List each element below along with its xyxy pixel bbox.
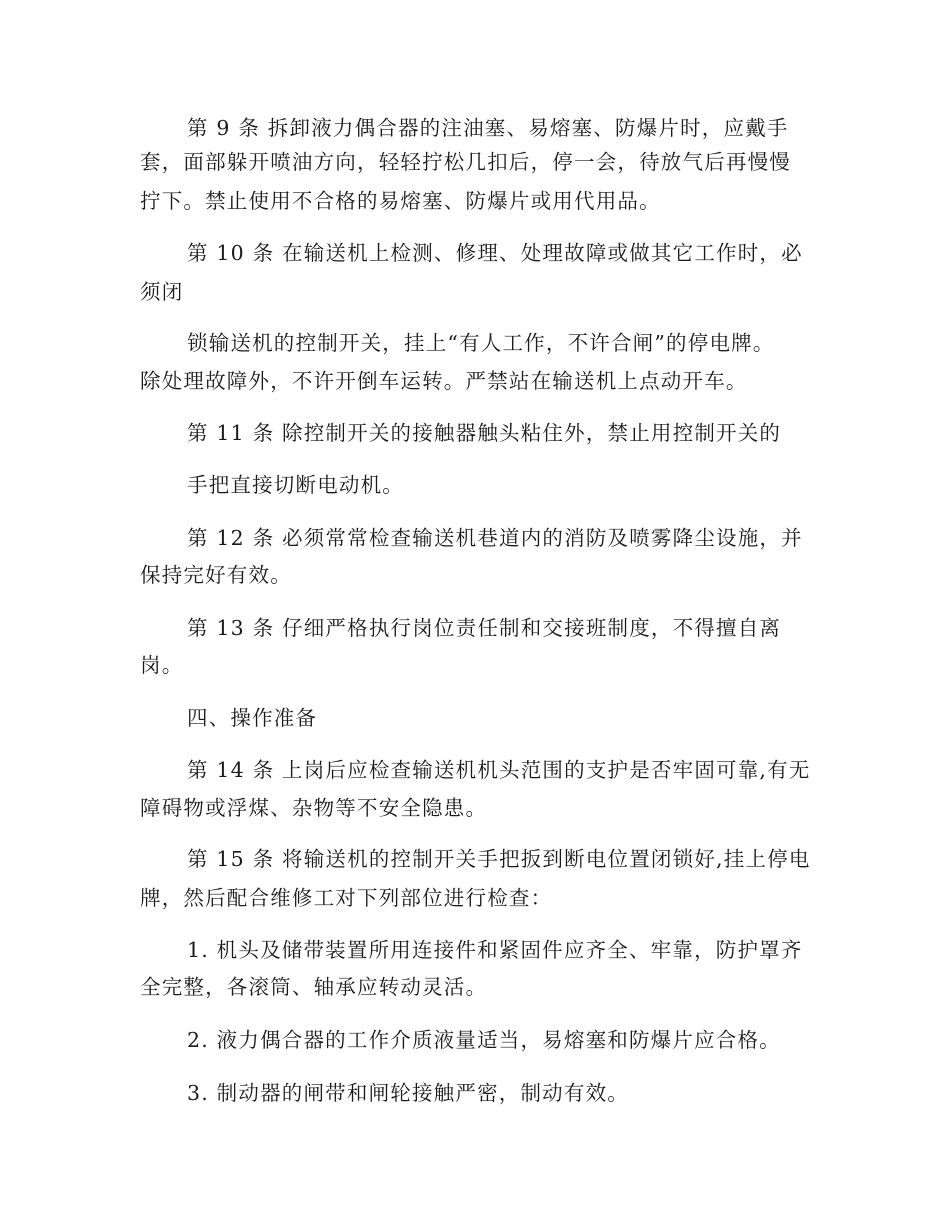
text-line: 第 12 条 必须常常检查输送机巷道内的消防及喷雾降尘设施，并 [187,526,803,550]
text-line: 第 10 条 在输送机上检测、修理、处理故障或做其它工作时，必 [187,241,803,265]
text-line: 拧下。禁止使用不合格的易熔塞、防爆片或用代用品。 [140,189,661,213]
list-item: 1. 机头及储带装置所用连接件和紧固件应齐全、牢靠，防护罩齐 [187,938,803,962]
text-line: 牌，然后配合维修工对下列部位进行检查： [140,886,553,910]
text-line: 保持完好有效。 [140,563,292,587]
text-line: 第 9 条 拆卸液力偶合器的注油塞、易熔塞、防爆片时，应戴手 [187,116,789,140]
text-line: 锁输送机的控制开关，挂上“有人工作，不许合闸”的停电牌。 [187,331,775,355]
text-line: 第 13 条 仔细严格执行岗位责任制和交接班制度，不得擅自离 [187,616,782,640]
section-heading: 四、操作准备 [187,706,318,730]
text-line: 障碍物或浮煤、杂物等不安全隐患。 [140,796,488,820]
list-item: 3. 制动器的闸带和闸轮接触严密，制动有效。 [187,1081,629,1105]
list-item: 2. 液力偶合器的工作介质液量适当，易熔塞和防爆片应合格。 [187,1028,781,1052]
text-line: 岗。 [140,653,184,677]
text-line: 套，面部躲开喷油方向，轻轻拧松几扣后，停一会，待放气后再慢慢 [140,150,791,174]
text-line: 须闭 [140,280,184,304]
text-line: 第 14 条 上岗后应检查输送机机头范围的支护是否牢固可靠,有无 [187,758,811,782]
text-line: 手把直接切断电动机。 [187,473,404,497]
text-line: 第 15 条 将输送机的控制开关手把扳到断电位置闭锁好,挂上停电 [187,847,811,871]
text-line: 全完整，各滚筒、轴承应转动灵活。 [140,975,488,999]
text-line: 除处理故障外，不许开倒车运转。严禁站在输送机上点动开车。 [140,369,748,393]
text-line: 第 11 条 除控制开关的接触器触头粘住外，禁止用控制开关的 [187,421,782,445]
